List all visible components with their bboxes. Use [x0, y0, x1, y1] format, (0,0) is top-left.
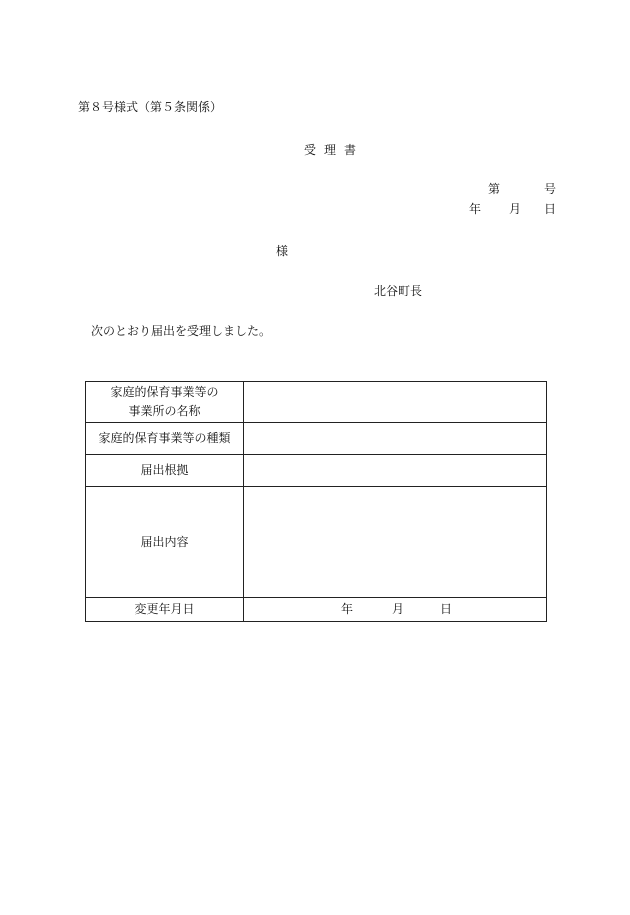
value-change-date[interactable] [244, 598, 547, 622]
form-table [85, 381, 547, 622]
body-text: 次のとおり届出を受理しました。 [91, 324, 272, 338]
label-notification-basis: 届出根拠 [86, 455, 244, 487]
value-business-type[interactable] [244, 423, 547, 455]
date-day-label: 日 [544, 202, 557, 216]
issuer-name: 北谷町長 [374, 284, 423, 298]
document-number-suffix: 号 [544, 182, 557, 196]
table-row [86, 455, 547, 487]
table-row [86, 487, 547, 598]
date-month-label: 月 [509, 202, 522, 216]
table-row [86, 423, 547, 455]
label-business-type: 家庭的保育事業等の種類 [86, 423, 244, 455]
addressee-honorific: 様 [276, 244, 289, 258]
document-title: 受理書 [304, 143, 365, 157]
change-date-day-label: 日 [440, 602, 453, 616]
date-year-label: 年 [469, 202, 482, 216]
document-number-prefix: 第 [488, 182, 501, 196]
form-number: 第８号様式（第５条関係） [78, 100, 223, 114]
label-change-date: 変更年月日 [86, 598, 244, 622]
value-notification-content[interactable] [244, 487, 547, 598]
table-row [86, 382, 547, 423]
label-line: 家庭的保育事業等の [110, 385, 219, 400]
change-date-month-label: 月 [392, 602, 405, 616]
value-facility-name[interactable] [244, 382, 547, 423]
label-notification-content: 届出内容 [86, 487, 244, 598]
change-date-year-label: 年 [341, 602, 354, 616]
label-line: 事業所の名称 [128, 404, 201, 418]
table-row [86, 598, 547, 622]
label-facility-name [86, 382, 244, 423]
value-notification-basis[interactable] [244, 455, 547, 487]
